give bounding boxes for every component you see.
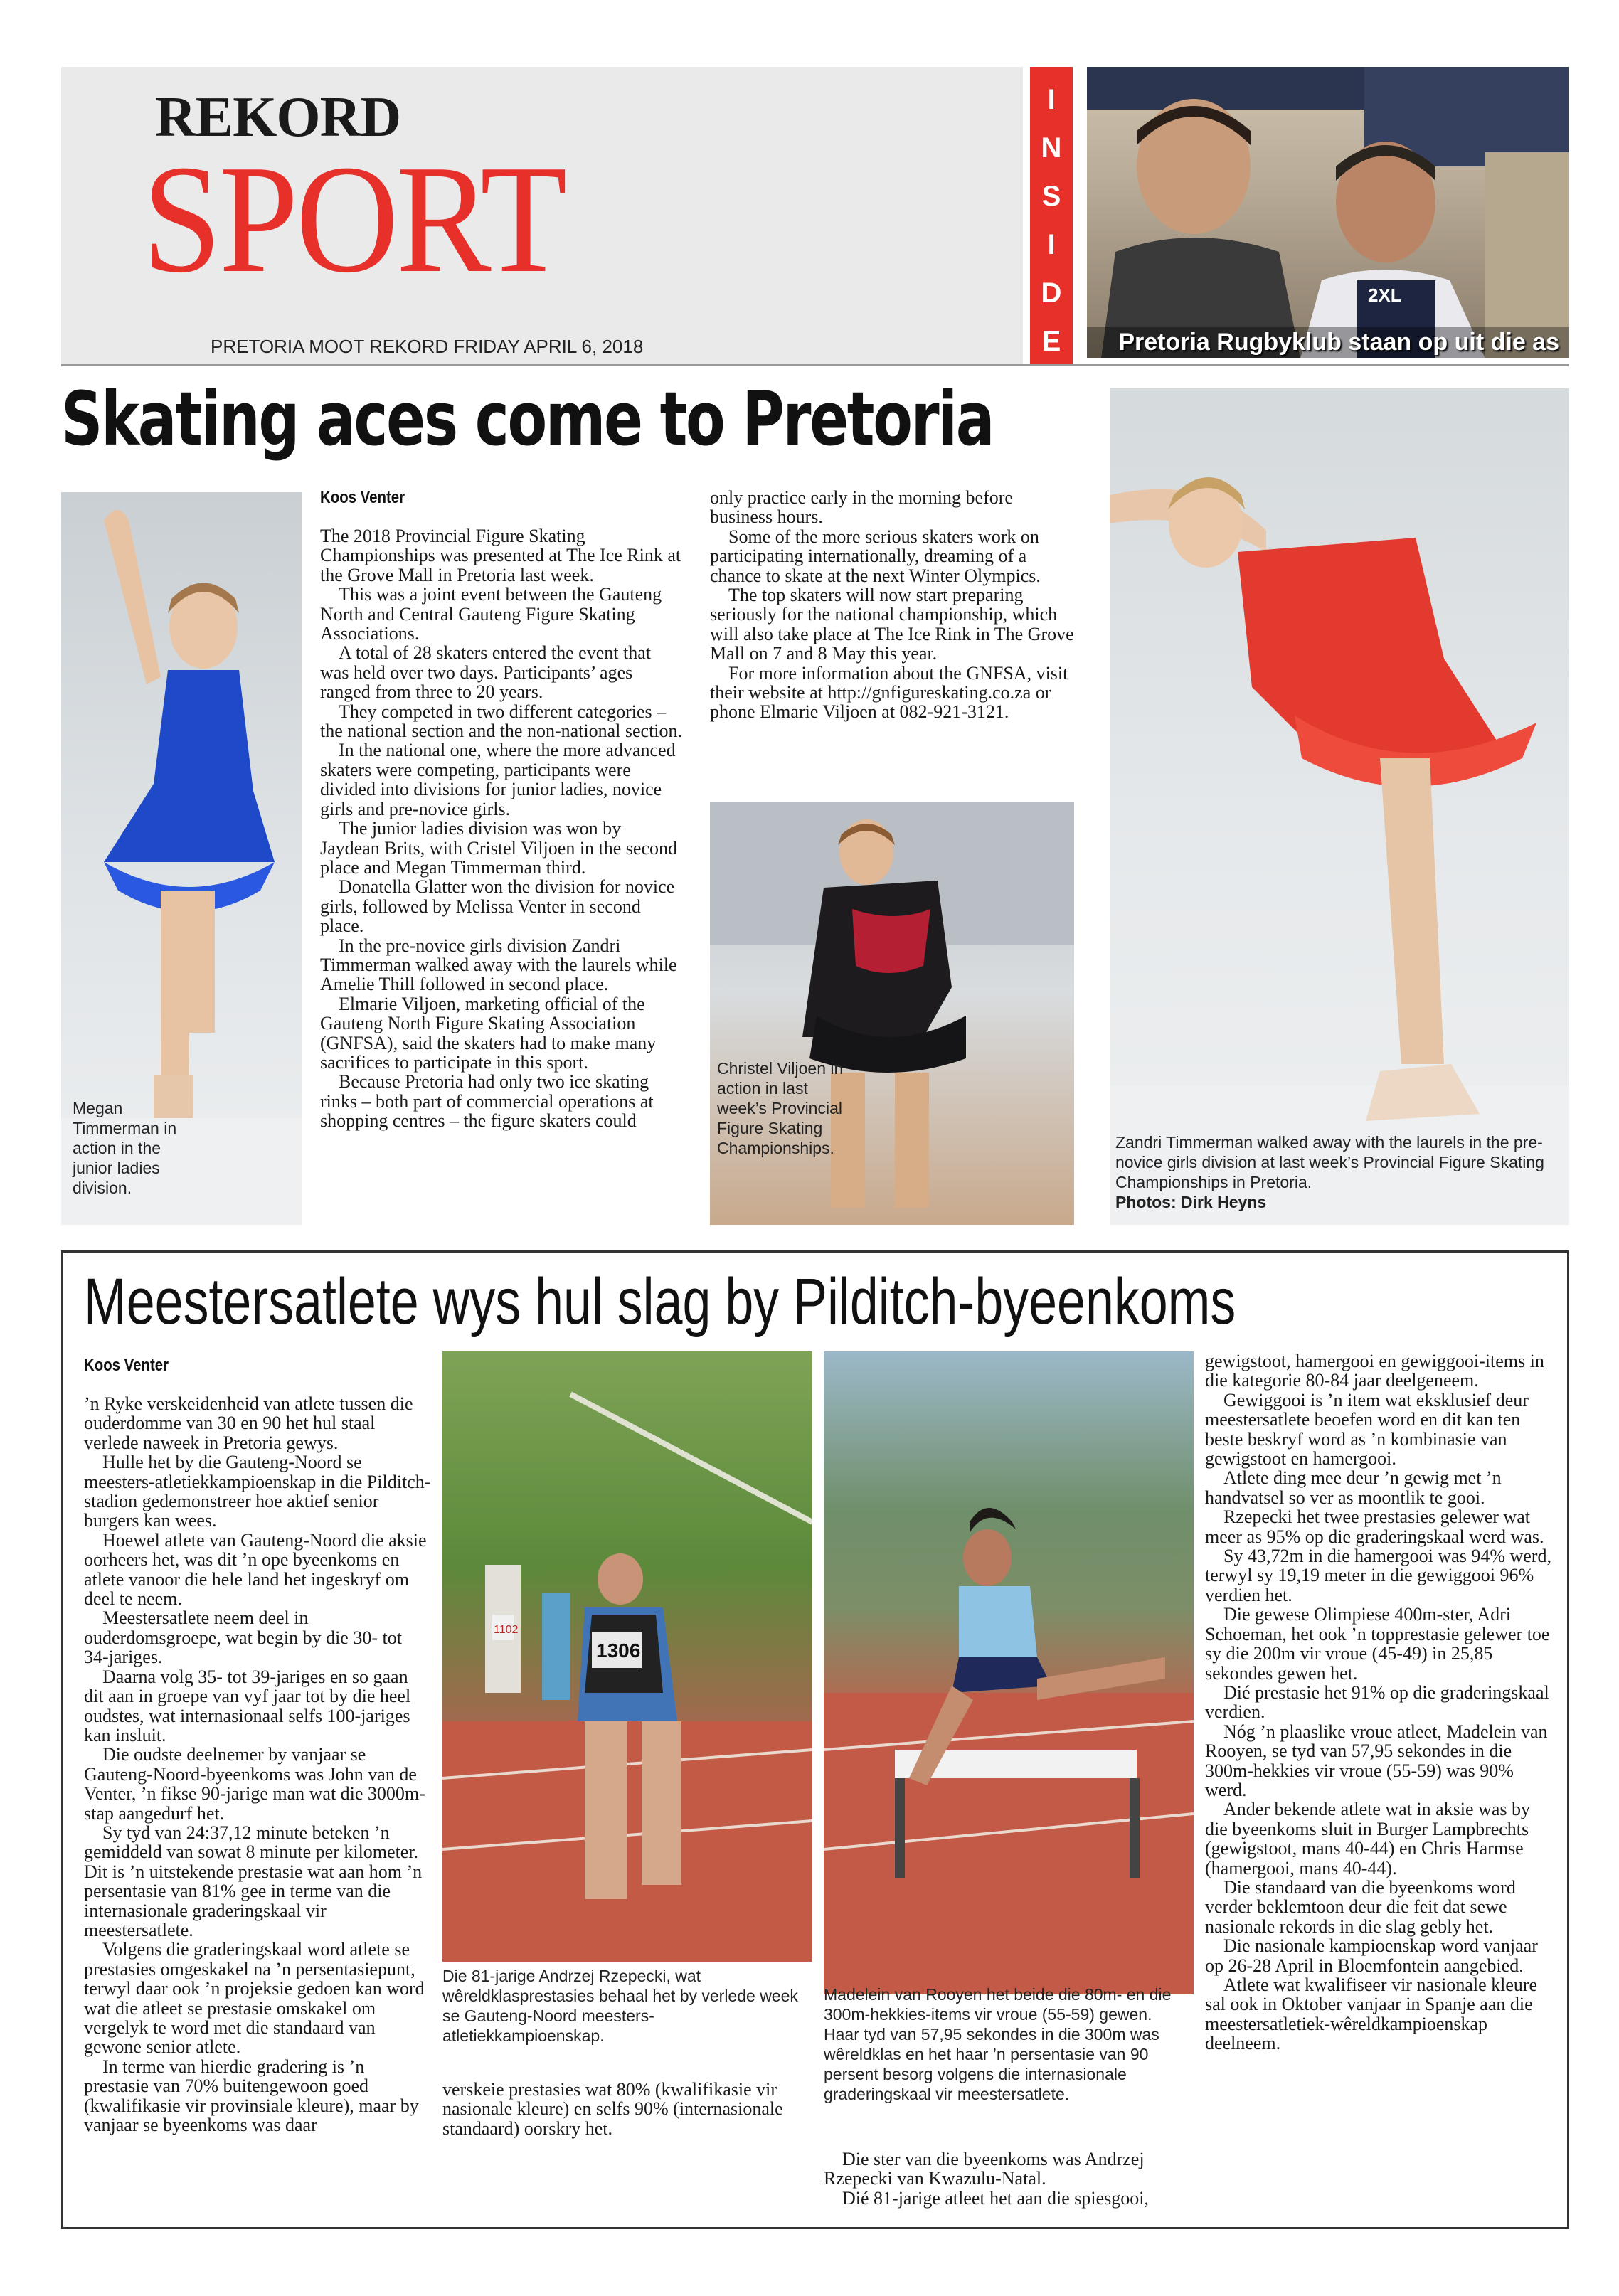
meester-paragraph: Meestersatlete neem deel in ouderdomsgroepe, wat begin by die 30- tot 34-jariges. <box>84 1607 402 1668</box>
inside-letter: D <box>1041 277 1062 309</box>
skating-paragraph: only practice early in the morning before business hours. <box>710 487 1013 528</box>
meester-paragraph: In terme van hierdie gradering is ’n prestasie van 70% buitengewoon goed (kwalifikasie vir provinsiale kleure), maar by vanjaar se byeenkoms was daar <box>84 2056 419 2136</box>
meester-paragraph: Daarna volg 35- tot 39-jariges en so gaan dit aan in groepe van vyf jaar tot by die heel oudstes, wat internasionaal selfs 100-jariges kan insluit. <box>84 1666 411 1745</box>
meester-column-2 <box>442 2080 812 2138</box>
meester-paragraph: Die standaard van die byeenkoms word verder beklemtoon deur die feit dat sewe nasionale rekords in die slag gebly het. <box>1205 1876 1516 1937</box>
meester-paragraph: verskeie prestasies wat 80% (kwalifikasie vir nasionale kleure) en selfs 90% (internasionale standaard) oorskry het. <box>442 2079 783 2139</box>
inside-teaser-caption[interactable]: Pretoria Rugbyklub staan op uit die as <box>1118 329 1559 356</box>
zandri-caption-block <box>1115 1132 1556 1212</box>
skating-paragraph: Some of the more serious skaters work on participating internationally, dreaming of a chance to skate at the next Winter Olympics. <box>710 526 1041 586</box>
publication-name: REKORD <box>155 86 401 149</box>
skating-paragraph: This was a joint event between the Gauteng North and Central Gauteng Figure Skating Associations. <box>320 584 662 644</box>
skating-column-1 <box>320 526 683 1131</box>
skating-paragraph: Elmarie Viljoen, marketing official of the Gauteng North Figure Skating Association (GNFSA), said the skaters had to make many sacrifices to participate in this sport. <box>320 993 657 1073</box>
javelin-thrower-illustration <box>442 1351 812 1962</box>
meester-paragraph: Sy tyd van 24:37,12 minute beteken ’n gemiddeld van sowat 8 minute per kilometer. Dit is ’n uitstekende prestasie wat aan hom ’n persentasie van 81% gee in terme van die internasionale graderingskaal vir meestersatlete. <box>84 1822 423 1940</box>
meester-byline: Koos Venter <box>84 1356 169 1375</box>
inside-caption-band <box>1087 327 1569 358</box>
skating-paragraph: The 2018 Provincial Figure Skating Championships was presented at The Ice Rink at the Grove Mall in Pretoria last week. <box>320 526 681 585</box>
andrzej-rzepecki-photo <box>442 1351 812 1962</box>
meester-paragraph: Die nasionale kampioenskap word vanjaar op 26-28 April in Bloemfontein aangebied. <box>1205 1935 1538 1976</box>
meester-headline: Meestersatlete wys hul slag by Pilditch-byeenkoms <box>84 1265 1236 1338</box>
skating-paragraph: They competed in two different categories – the national section and the non-national section. <box>320 701 683 742</box>
meester-column-4 <box>1205 1351 1554 2053</box>
hurdler-illustration <box>824 1351 1194 1994</box>
skater-black-red-illustration <box>710 802 1074 1225</box>
skating-paragraph: The top skaters will now start preparing seriously for the national championship, which will also take place at The Ice Rink in The Grove Mall on 7 and 8 May this year. <box>710 585 1074 664</box>
skating-paragraph: For more information about the GNFSA, visit their website at http://gnfigureskating.co.za or phone Elmarie Viljoen at 082-921-3121. <box>710 662 1068 723</box>
meester-paragraph: Rzepecki het twee prestasies gelewer wat meer as 95% op die graderingskaal werd was. <box>1205 1506 1544 1547</box>
meester-paragraph: Ander bekende atlete wat in aksie was by die byeenkoms sluit in Burger Lampbrechts (gewigstoot, mans 40-44) en Chris Harmse (hamergooi, mans 40-44). <box>1205 1799 1531 1878</box>
meester-paragraph: Gewiggooi is ’n item wat eksklusief deur meestersatlete beoefen word en dit kan ten beste beskryf word as ’n kombinasie van gewigstoot en hamergooi. <box>1205 1389 1529 1469</box>
photo-credit: Photos: Dirk Heyns <box>1115 1193 1267 1211</box>
meester-paragraph: Atlete wat kwalifiseer vir nasionale kleure sal ook in Oktober vanjaar in Spanje aan die meestersatletiek-wêreldkampioenskap deelneem. <box>1205 1975 1538 2054</box>
inside-teaser-bar <box>1030 67 1073 364</box>
dateline: PRETORIA MOOT REKORD FRIDAY APRIL 6, 2018 <box>211 336 644 357</box>
meester-paragraph: Die oudste deelnemer by vanjaar se Gauteng-Noord-byeenkoms was John van de Venter, ’n fikse 90-jarige man wat die 3000m-stap aangedurf het. <box>84 1744 425 1824</box>
skating-paragraph: The junior ladies division was won by Jaydean Brits, with Cristel Viljoen in the second place and Megan Timmerman third. <box>320 818 677 878</box>
skating-byline: Koos Venter <box>320 488 405 507</box>
meester-paragraph: gewigstoot, hamergooi en gewiggooi-items in die kategorie 80-84 jaar deelgeneem. <box>1205 1351 1544 1391</box>
inside-teaser-photo[interactable] <box>1087 67 1569 358</box>
inside-letter: I <box>1047 84 1056 115</box>
meester-paragraph: Dié 81-jarige atleet het aan die spiesgooi, <box>842 2187 1150 2209</box>
zandri-timmerman-photo <box>1110 388 1569 1225</box>
meester-paragraph: Sy 43,72m in die hamergooi was 94% werd, terwyl sy 19,19 meter in die gewiggooi 96% verdien het. <box>1205 1546 1551 1605</box>
meester-paragraph: ’n Ryke verskeidenheid van atlete tussen die ouderdomme van 30 en 90 het hul staal verlede naweek in Pretoria gewys. <box>84 1393 413 1453</box>
skating-paragraph: Donatella Glatter won the division for novice girls, followed by Melissa Venter in second place. <box>320 876 675 937</box>
masthead-rule <box>61 364 1569 366</box>
meester-paragraph: Hoewel atlete van Gauteng-Noord die aksie oorheers het, was dit ’n ope byeenkoms en atlete vanoor die hele land het ingeskryf om deel te neem. <box>84 1529 427 1610</box>
inside-letter: N <box>1041 132 1062 164</box>
skating-paragraph: In the pre-novice girls division Zandri Timmerman walked away with the laurels while Amelie Thill followed in second place. <box>320 935 677 995</box>
meester-paragraph: Dié prestasie het 91% op die graderingskaal verdien. <box>1205 1681 1549 1723</box>
christel-caption: Christel Viljoen in action in last week’s Provincial Figure Skating Championships. <box>717 1059 844 1157</box>
svg-text:2XL: 2XL <box>1368 285 1402 306</box>
bib-number-background: 1102 <box>494 1624 519 1636</box>
section-title: SPORT <box>142 134 565 305</box>
skating-paragraph: Because Pretoria had only two ice skating rinks – both part of commercial operations at shopping centres – the figure skaters could <box>320 1071 654 1132</box>
megan-timmerman-photo <box>61 492 302 1225</box>
meester-paragraph: Nóg ’n plaaslike vroue atleet, Madelein van Rooyen, se tyd van 57,95 sekondes in die 300m-hekkies vir vroue (55-59) was 90% werd. <box>1205 1721 1548 1800</box>
megan-caption: Megan Timmerman in action in the junior ladies division. <box>73 1099 177 1197</box>
inside-letter: E <box>1041 326 1061 357</box>
bib-number-andrzej: 1306 <box>596 1639 641 1662</box>
meester-paragraph: Volgens die graderingskaal word atlete se prestasies omgeskakel na ’n persentasiepunt, terwyl daar ook ’n projeksie gedoen kan word wat die atleet se prestasie omskakel om vergelyk te word met die standaard van gewone senior atlete. <box>84 1939 425 2058</box>
christel-viljoen-photo <box>710 802 1074 1225</box>
inside-letter: I <box>1047 229 1056 260</box>
zandri-caption: Zandri Timmerman walked away with the laurels in the pre-novice girls division at last week’s Provincial Figure Skating Championships in Pretoria. <box>1115 1133 1544 1191</box>
inside-letter: S <box>1041 181 1061 212</box>
madelein-caption: Madelein van Rooyen het beide die 80m- en die 300m-hekkies-items vir vroue (55-59) gewen. Haar tyd van 57,95 sekondes in die 300m was wêreldklas en het haar ’n persentasie van 90 persent besorg volgens die internasionale graderingskaal vir meestersatlete. <box>824 1985 1172 2103</box>
skating-headline: Skating aces come to Pretoria <box>61 376 994 462</box>
meester-paragraph: Die ster van die byeenkoms was Andrzej Rzepecki van Kwazulu-Natal. <box>824 2149 1145 2189</box>
meester-column-3 <box>824 2149 1179 2208</box>
meester-paragraph: Hulle het by die Gauteng-Noord se meesters-atletiekkampioenskap in die Pilditch-stadion gedemonstreer hoe aktief senior burgers kan wees. <box>84 1452 431 1531</box>
meester-paragraph: Die gewese Olimpiese 400m-ster, Adri Schoeman, het ook ’n topprestasie gelewer toe sy die 200m vir vroue (45-49) in 25,85 sekondes gewen het. <box>1205 1604 1550 1684</box>
meester-paragraph: Atlete ding mee deur ’n gewig met ’n handvatsel so ver as moontlik te gooi. <box>1205 1467 1502 1508</box>
meester-column-1 <box>84 1394 431 2135</box>
skating-paragraph: A total of 28 skaters entered the event that was held over two days. Participants’ ages ranged from three to 20 years. <box>320 642 651 703</box>
skating-paragraph: In the national one, where the more advanced skaters were competing, participants were divided into divisions for junior ladies, novice girls and pre-novice girls. <box>320 740 676 819</box>
skating-column-2 <box>710 488 1080 722</box>
rugby-men-photo-illustration <box>1087 67 1569 358</box>
skater-red-illustration <box>1110 388 1569 1225</box>
madelein-van-rooyen-photo <box>824 1351 1194 1994</box>
andrzej-caption: Die 81-jarige Andrzej Rzepecki, wat wêreldklasprestasies behaal het by verlede week se Gauteng-Noord meesters-atletiekkampioenskap. <box>442 1967 798 2045</box>
